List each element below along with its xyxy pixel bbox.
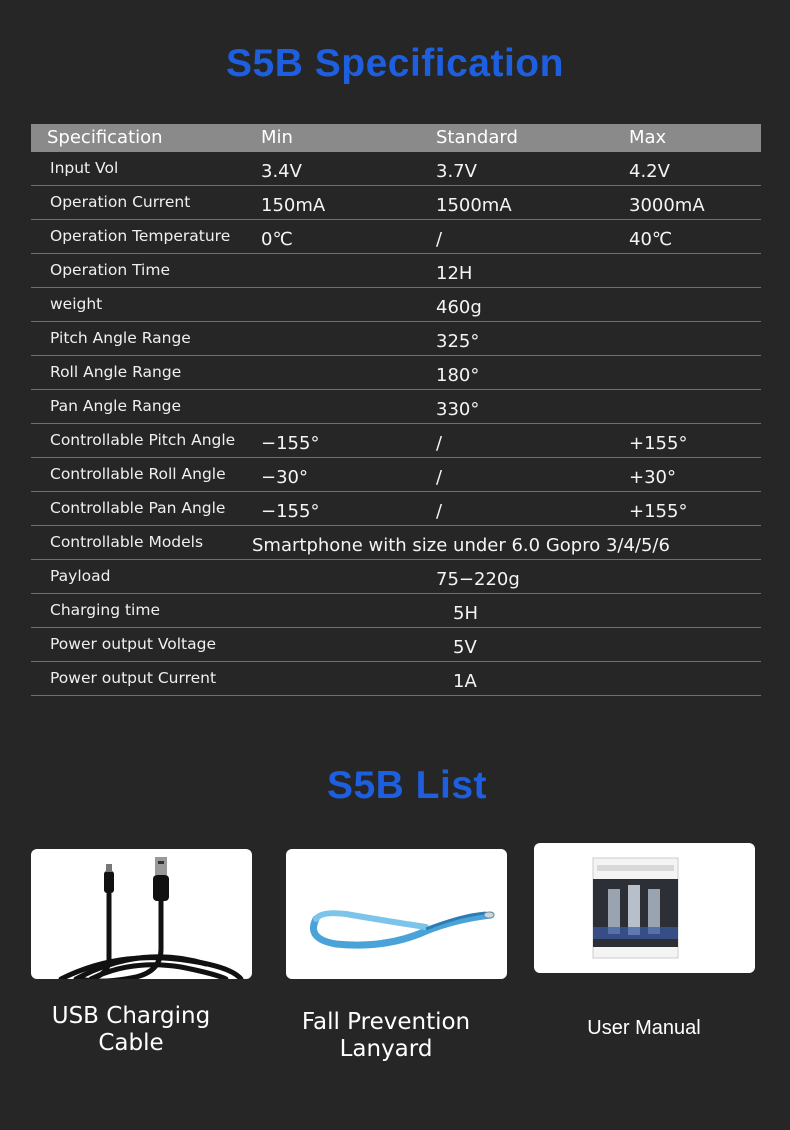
table-row [31,152,761,186]
table-row [31,254,761,288]
spec-table [31,124,761,696]
min-value: −30° [261,467,308,488]
lanyard-caption [286,1009,486,1063]
usb-cable-caption [31,1003,231,1057]
user-manual-caption [544,1015,744,1042]
usb-cable-card [31,849,252,979]
table-row [31,322,761,356]
standard-value: 3.7V [436,161,477,182]
caption-line: Cable [98,1030,164,1056]
caption-line: USB Charging [51,1003,211,1029]
table-header [31,124,761,152]
table-row [31,424,761,458]
caption-line: Fall Prevention [301,1009,471,1035]
row-label: weight [50,295,103,313]
list-title: S5B List [326,764,488,807]
header-standard: Standard [436,127,518,148]
min-value: 150mA [261,195,326,216]
caption-line: Lanyard [339,1036,433,1062]
row-label: Pitch Angle Range [50,329,191,347]
table-row [31,492,761,526]
row-label: Operation Current [50,193,191,211]
row-label: Roll Angle Range [50,363,182,381]
header-min: Min [261,127,293,148]
row-label: Controllable Pan Angle [50,499,226,517]
max-value: +30° [629,467,676,488]
standard-value: 5V [453,637,477,658]
max-value: 3000mA [629,195,705,216]
usb-cable-icon [31,849,252,979]
max-value: +155° [629,433,688,454]
row-label: Input Vol [50,159,119,177]
max-value: 40℃ [629,229,673,250]
standard-value: / [436,467,443,488]
row-label: Controllable Models [50,533,204,551]
models-value: Smartphone with size under 6.0 Gopro 3/4/5/6 [252,535,670,556]
table-row [31,390,761,424]
min-value: 0℃ [261,229,293,250]
table-row [31,628,761,662]
standard-value: 1A [453,671,477,692]
standard-value: 180° [436,365,480,386]
row-label: Operation Temperature [50,227,231,245]
row-label: Operation Time [50,261,170,279]
row-label: Controllable Pitch Angle [50,431,236,449]
table-row [31,220,761,254]
standard-value: 330° [436,399,480,420]
row-label: Charging time [50,601,160,619]
standard-value: 75−220g [436,569,520,590]
header-max: Max [629,127,667,148]
standard-value: 460g [436,297,482,318]
spec-title: S5B Specification [226,42,564,85]
standard-value: 1500mA [436,195,512,216]
table-row [31,186,761,220]
max-value: +155° [629,501,688,522]
lanyard-card [286,849,507,979]
row-label: Pan Angle Range [50,397,182,415]
row-label: Power output Current [50,669,217,687]
table-row [31,560,761,594]
standard-value: 325° [436,331,480,352]
row-label: Payload [50,567,111,585]
standard-value: 12H [436,263,473,284]
table-row [31,288,761,322]
min-value: −155° [261,501,320,522]
manual-icon [534,843,755,973]
table-row [31,356,761,390]
table-row [31,526,761,560]
user-manual-card [534,843,755,973]
row-label: Controllable Roll Angle [50,465,226,483]
standard-value: / [436,229,443,250]
standard-value: / [436,433,443,454]
table-body [31,152,761,696]
caption-line: User Manual [587,1017,701,1039]
table-row [31,594,761,628]
lanyard-icon [286,849,507,979]
min-value: −155° [261,433,320,454]
row-label: Power output Voltage [50,635,216,653]
standard-value: 5H [453,603,478,624]
table-row [31,458,761,492]
header-specification: Specification [47,127,163,148]
max-value: 4.2V [629,161,670,182]
table-row [31,662,761,696]
min-value: 3.4V [261,161,302,182]
standard-value: / [436,501,443,522]
